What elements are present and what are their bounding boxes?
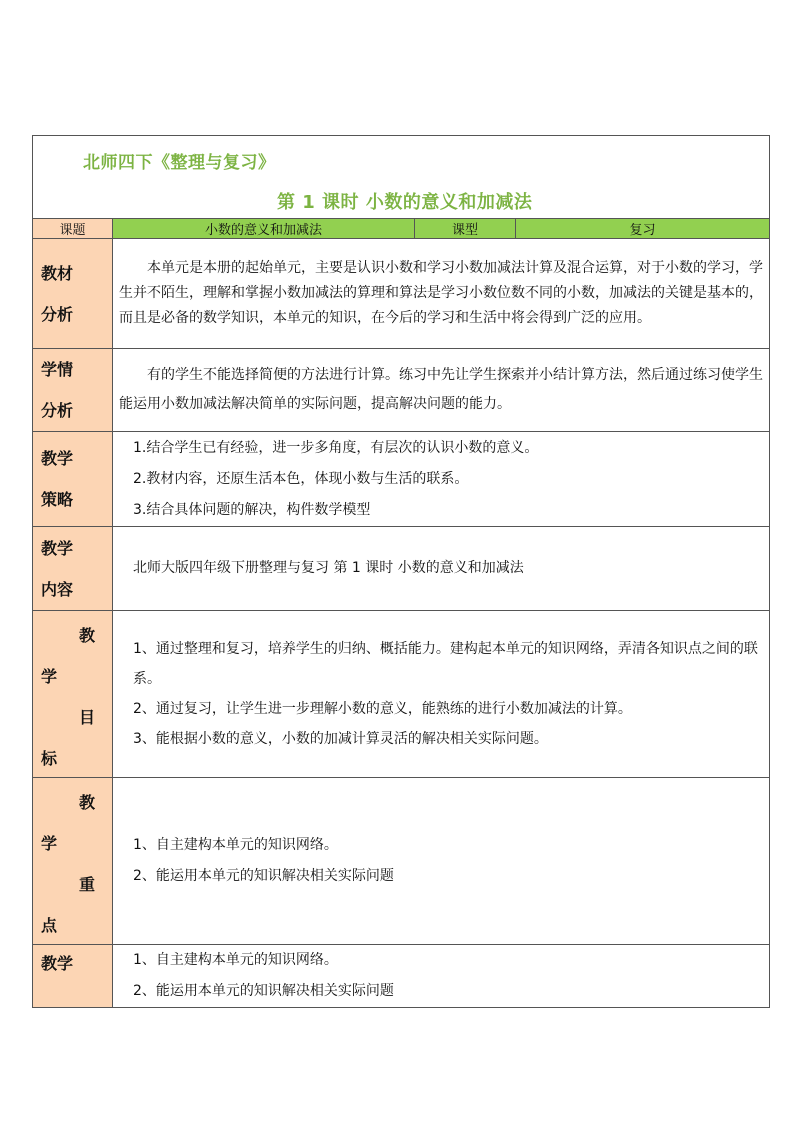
goals-item: 3、能根据小数的意义，小数的加减计算灵活的解决相关实际问题。 bbox=[133, 731, 548, 747]
goals-label bbox=[33, 611, 113, 778]
goals-char: 标 bbox=[41, 749, 58, 768]
lesson-plan-table bbox=[32, 135, 770, 1008]
difficulties-label bbox=[33, 945, 113, 1008]
students-label-1: 学情 bbox=[41, 360, 74, 379]
content-label-2: 内容 bbox=[41, 579, 74, 599]
material-row bbox=[33, 239, 770, 349]
goals-item: 1、通过整理和复习，培养学生的归纳、概括能力。建构起本单元的知识网络，弄清各知识点之间的联系。 bbox=[133, 641, 758, 687]
students-label-2: 分析 bbox=[41, 401, 74, 420]
difficulties-list bbox=[113, 945, 769, 1007]
strategy-item: 2.教材内容，还原生活本色，体现小数与生活的联系。 bbox=[133, 470, 469, 487]
strategy-list-cell bbox=[113, 432, 770, 527]
key-points-item: 1、自主建构本单元的知识网络。 bbox=[133, 837, 338, 853]
key-points-char: 学 bbox=[41, 834, 58, 853]
students-label bbox=[33, 349, 113, 432]
content-label-1: 教学 bbox=[41, 538, 74, 558]
difficulties-item: 2、能运用本单元的知识解决相关实际问题 bbox=[133, 983, 394, 999]
strategy-item: 3.结合具体问题的解决，构件数学模型 bbox=[133, 501, 371, 518]
key-points-char: 教 bbox=[79, 793, 96, 812]
content-label bbox=[33, 527, 113, 611]
material-label-1: 教材 bbox=[41, 263, 74, 283]
students-text: 有的学生不能选择简便的方法进行计算。练习中先让学生探索并小结计算方法，然后通过练习使学生能运用小数加减法解决简单的实际问题，提高解决问题的能力。 bbox=[119, 367, 763, 412]
material-label bbox=[33, 239, 113, 349]
type-label: 课型 bbox=[415, 219, 516, 239]
sub-title: 第 1 课时 小数的意义和加减法 bbox=[277, 192, 533, 213]
strategy-label-2: 策略 bbox=[41, 490, 74, 509]
goals-char: 学 bbox=[41, 667, 58, 686]
goals-row bbox=[33, 611, 770, 778]
key-points-label bbox=[33, 778, 113, 945]
key-points-list bbox=[113, 830, 769, 892]
key-points-char: 重 bbox=[79, 875, 96, 894]
strategy-list bbox=[113, 433, 769, 526]
strategy-label bbox=[33, 432, 113, 527]
difficulties-row bbox=[33, 945, 770, 1008]
strategy-label-1: 教学 bbox=[41, 449, 74, 468]
material-text-cell bbox=[113, 239, 770, 349]
strategy-item: 1.结合学生已有经验，进一步多角度，有层次的认识小数的意义。 bbox=[133, 439, 539, 456]
content-text: 北师大版四年级下册整理与复习 第 1 课时 小数的意义和加减法 bbox=[133, 560, 524, 576]
key-points-char: 点 bbox=[41, 916, 58, 935]
material-text: 本单元是本册的起始单元，主要是认识小数和学习小数加减法计算及混合运算，对于小数的学习，学生并不陌生，理解和掌握小数加减法的算理和算法是学习小数位数不同的小数，加减法的关键是基本的，而且是必备的数学知识，本单元的知识，在今后的学习和生活中将会得到广泛的应用。 bbox=[119, 260, 763, 326]
title-cell bbox=[33, 136, 770, 219]
content-text-cell bbox=[113, 527, 770, 611]
main-title: 北师四下《整理与复习》 bbox=[83, 153, 276, 173]
difficulties-item: 1、自主建构本单元的知识网络。 bbox=[133, 952, 338, 968]
students-row bbox=[33, 349, 770, 432]
info-row bbox=[33, 219, 770, 239]
difficulties-text-cell bbox=[113, 945, 770, 1008]
type-value: 复习 bbox=[516, 219, 770, 239]
goals-item: 2、通过复习，让学生进一步理解小数的意义，能熟练的进行小数加减法的计算。 bbox=[133, 701, 632, 717]
goals-list bbox=[113, 634, 769, 754]
difficulties-label-1: 教学 bbox=[41, 954, 74, 973]
key-points-row bbox=[33, 778, 770, 945]
key-points-item: 2、能运用本单元的知识解决相关实际问题 bbox=[133, 868, 394, 884]
students-text-cell bbox=[113, 349, 770, 432]
goals-char: 目 bbox=[79, 708, 96, 727]
topic-label: 课题 bbox=[33, 219, 113, 239]
content-row bbox=[33, 527, 770, 611]
material-label-2: 分析 bbox=[41, 304, 74, 324]
strategy-row bbox=[33, 432, 770, 527]
goals-char: 教 bbox=[79, 626, 96, 645]
goals-text-cell bbox=[113, 611, 770, 778]
lesson-plan-document bbox=[32, 135, 769, 1008]
topic-value: 小数的意义和加减法 bbox=[113, 219, 415, 239]
key-points-text-cell bbox=[113, 778, 770, 945]
